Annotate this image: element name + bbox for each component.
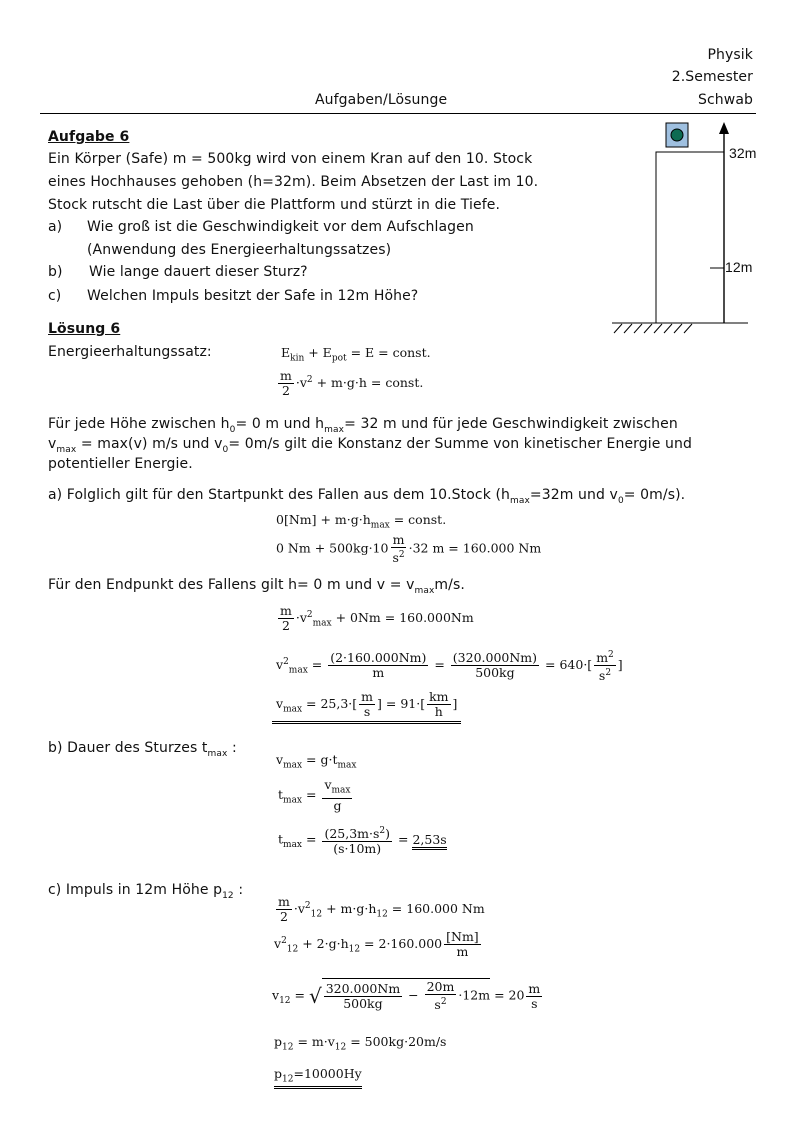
label-12m: 12m <box>725 259 753 275</box>
header-author: Schwab <box>698 92 753 108</box>
formula-c-4: $p_{12} = m\cdot v_{12} = 500kg\cdot 20m/s$ <box>274 1034 447 1053</box>
formula-b-3: $t_{max}$ = $\frac{(25,3m\cdot s^2)}{(s\cdot 10m)}$ = 2,53s <box>278 826 447 857</box>
task-b-text: Wie lange dauert dieser Sturz? <box>89 264 308 280</box>
result-time: 2,53s <box>412 832 446 850</box>
task-a-text-2: (Anwendung des Energieerhaltungssatzes) <box>87 242 392 258</box>
formula-end-3: $v_{max} = 25,3\cdot$[ $\frac{m}{s}$ ] = 91·[ $\frac{km}{h}$ ] <box>272 690 461 724</box>
task-c-text: Welchen Impuls besitzt der Safe in 12m Höhe? <box>87 288 419 304</box>
task-title: Aufgabe 6 <box>48 129 130 145</box>
paragraph-line-3: potentieller Energie. <box>48 456 193 472</box>
task-line-3: Stock rutscht die Last über die Plattform und stürzt in die Tiefe. <box>48 197 501 213</box>
ground-hatching <box>614 324 692 333</box>
task-b-label: b) <box>48 264 63 280</box>
part-c-label: c) Impuls in 12m Höhe $p_{12}$ : <box>48 882 244 901</box>
task-line-1: Ein Körper (Safe) m = 500kg wird von einem Kran auf den 10. Stock <box>48 151 533 167</box>
formula-c-1: $\frac{m}{2}$ $\cdot v^2_{12} + m\cdot g\cdot h_{12} = 160.000$ Nm <box>278 894 485 924</box>
formula-energy-1: $E_{kin} + E_{pot} = E$ = const. <box>281 345 431 364</box>
result-momentum: $p_{12}=10000Hy$ <box>274 1066 362 1089</box>
formula-a-2: 0 Nm + 500kg·10 $\frac{m}{s^2}$ ·32 m = 160.000 Nm <box>276 532 542 566</box>
energy-label: Energieerhaltungssatz: <box>48 344 212 360</box>
formula-c-3: $v_{12}$ = √ $\frac{320.000Nm}{500kg}$ − $\frac{20m}{s^2}$ ·12m = 20 $\frac{m}{s}$ <box>272 979 541 1013</box>
task-a-text: Wie groß ist die Geschwindigkeit vor dem Aufschlagen <box>87 219 474 235</box>
header-rule <box>40 113 756 114</box>
formula-b-1: $v_{max} = g\cdot t_{max}$ <box>276 752 357 771</box>
formula-end-2: $v^2_{max}$ = $\frac{(2\cdot 160.000Nm)}{m}$ = $\frac{(320.000Nm)}{500kg}$ = 640·[ $\frac{m^2}{s^2}$ ] <box>276 650 623 684</box>
label-32m: 32m <box>729 145 757 161</box>
part-a-intro: a) Folglich gilt für den Startpunkt des Fallen aus dem 10.Stock ($h_{max}=32m$ und $v_0= 0m/s$). <box>48 487 686 506</box>
arrow-head <box>719 122 729 134</box>
formula-c-2: $v^2_{12} + 2\cdot g\cdot h_{12} = 2\cdot 160.000$ $\frac{[Nm]}{m}$ <box>274 929 479 959</box>
endpoint-line: Für den Endpunkt des Fallens gilt h= 0 m und $v = v_{max}m/s$. <box>48 577 465 596</box>
formula-end-1: $\frac{m}{2}$ $\cdot v^2_{max} + 0Nm = 160.000Nm$ <box>280 603 474 633</box>
building-outline <box>656 152 720 323</box>
header-semester: 2.Semester <box>671 69 753 85</box>
formula-energy-2: $\frac{m}{2}$ $\cdot v^2 + m\cdot g\cdot h$ = const. <box>280 368 424 398</box>
task-line-2: eines Hochhauses gehoben (h=32m). Beim Absetzen der Last im 10. <box>48 174 539 190</box>
formula-a-1: $0[Nm] + m\cdot g\cdot h_{max}$ = const. <box>276 512 447 531</box>
safe-dial <box>671 129 683 141</box>
paragraph-line-2: $v_{max} = \max(v)$ m/s und $v_0= 0m/s$ gilt die Konstanz der Summe von kinetischer Energie und <box>48 436 692 455</box>
formula-b-2: $t_{max}$ = $\frac{v_{max}}{g}$ <box>278 777 351 813</box>
paragraph-line-1: Für jede Höhe zwischen $h_0= 0$ m und $h_{max}= 32$ m und für jede Geschwindigkeit zwischen <box>48 416 678 435</box>
task-c-label: c) <box>48 288 62 304</box>
header-subject: Physik <box>707 47 753 63</box>
header-title: Aufgaben/Lösunge <box>315 92 448 108</box>
task-a-label: a) <box>48 219 63 235</box>
solution-title: Lösung 6 <box>48 321 121 337</box>
part-b-label: b) Dauer des Sturzes $t_{max}$ : <box>48 740 237 759</box>
